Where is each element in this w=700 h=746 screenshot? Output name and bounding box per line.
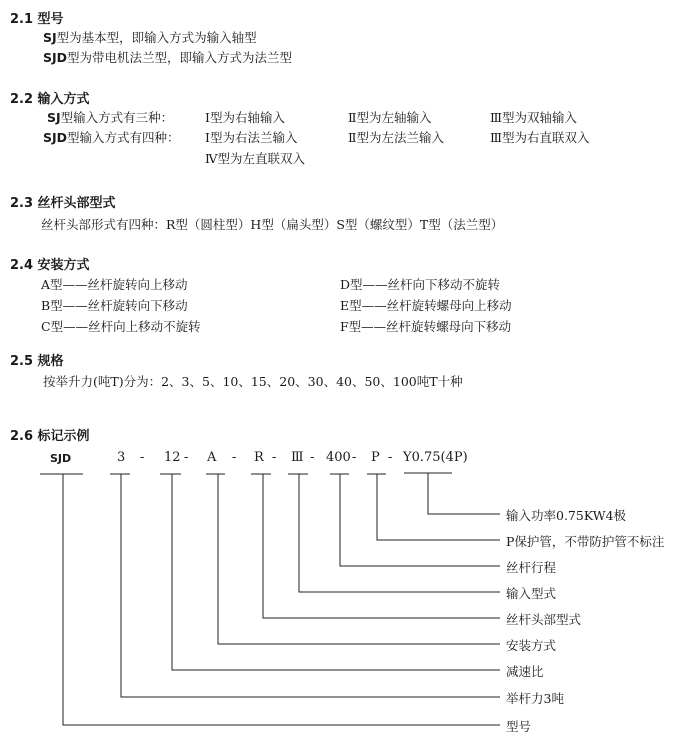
mount-type: D型——丝杆向下移动不旋转	[340, 277, 501, 292]
input-option: Ⅳ型为左直联双入	[205, 151, 305, 166]
code-part: 400	[326, 450, 351, 465]
underlines	[40, 473, 452, 474]
input-option: Ⅲ型为右直联双入	[490, 130, 590, 145]
code: SJ	[47, 110, 61, 125]
code-dash: -	[140, 450, 145, 465]
code: SJD	[43, 130, 68, 145]
input-option: Ⅱ型为左法兰输入	[348, 130, 444, 145]
mount-type: A型——丝杆旋转向上移动	[41, 277, 188, 292]
head-types-text: 丝杆头部形式有四种：R型（圆柱型）H型（扁头型）S型（螺纹型）T型（法兰型）	[41, 217, 504, 232]
legend-label: 安装方式	[506, 638, 557, 653]
desc: 型为带电机法兰型，即输入方式为法兰型	[67, 50, 293, 65]
legend-label: 丝杆头部型式	[506, 612, 582, 627]
code: SJD	[43, 50, 68, 65]
code: SJ	[43, 30, 57, 45]
code-dash: -	[184, 450, 189, 465]
mount-type: B型——丝杆旋转向下移动	[41, 298, 188, 313]
input-option: Ⅲ型为双轴输入	[490, 110, 578, 125]
section-2-4-title: 2.4 安装方式	[10, 258, 90, 273]
legend-label: 丝杆行程	[506, 560, 557, 575]
mount-type: C型——丝杆向上移动不旋转	[41, 319, 201, 334]
legend-label: P保护管，不带防护管不标注	[506, 534, 665, 549]
legend-label: 输入型式	[506, 586, 557, 601]
code-dash: -	[352, 450, 357, 465]
code-part: Y0.75(4P)	[403, 450, 468, 465]
code-dash: -	[388, 450, 393, 465]
mount-type: F型——丝杆旋转螺母向下移动	[340, 319, 512, 334]
code-dash: -	[232, 450, 237, 465]
code-part: 12	[164, 450, 181, 465]
legend-label: 举杆力3吨	[506, 691, 564, 706]
code-part: P	[371, 450, 380, 465]
code-part: A	[207, 450, 217, 465]
spec-text: 按举升力(吨T)分为：2、3、5、10、15、20、30、40、50、100吨T十种	[43, 374, 463, 389]
code-dash: -	[272, 450, 277, 465]
code-part: Ⅲ	[291, 450, 304, 465]
input-option: Ⅰ型为右法兰输入	[205, 130, 298, 145]
input-option: Ⅰ型为右轴输入	[205, 110, 285, 125]
legend-label: 输入功率0.75KW4极	[506, 508, 627, 523]
legend-label: 减速比	[506, 664, 544, 679]
input-option: Ⅱ型为左轴输入	[348, 110, 432, 125]
section-2-2-title: 2.2 输入方式	[10, 92, 90, 107]
code-part: R	[254, 450, 264, 465]
section-2-1-title: 2.1 型号	[10, 12, 64, 27]
code-part: SJD	[50, 452, 72, 465]
legend-label: 型号	[506, 719, 532, 734]
code-dash: -	[310, 450, 315, 465]
section-2-5-title: 2.5 规格	[10, 354, 64, 369]
code-part: 3	[117, 450, 126, 465]
section-2-6-title: 2.6 标记示例	[10, 429, 90, 444]
desc: 型输入方式有四种：	[67, 130, 180, 145]
desc: 型为基本型，即输入方式为输入轴型	[56, 30, 257, 45]
section-2-3-title: 2.3 丝杆头部型式	[10, 196, 116, 211]
mount-type: E型——丝杆旋转螺母向上移动	[340, 298, 512, 313]
desc: 型输入方式有三种：	[60, 110, 174, 125]
